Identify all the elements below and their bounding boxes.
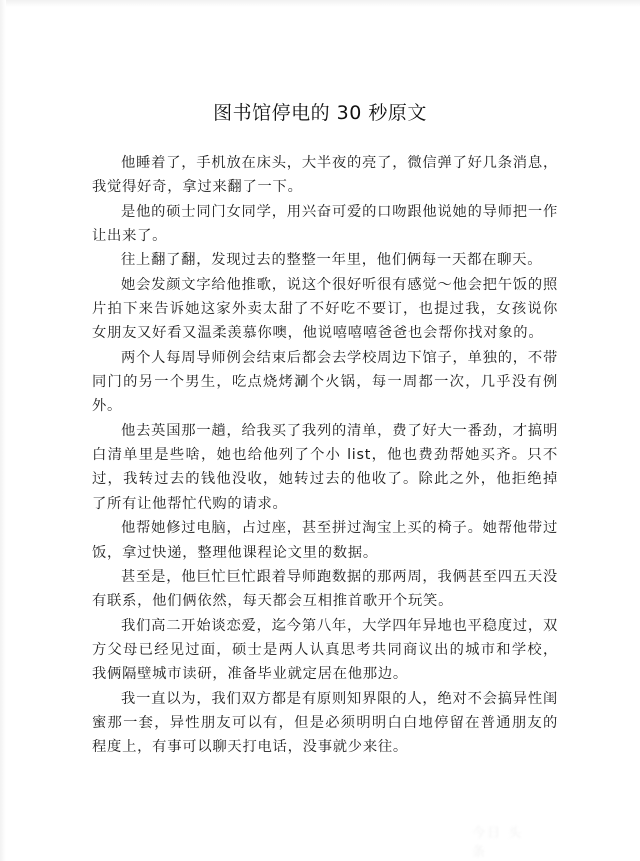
- paragraph-10: 我一直以为，我们双方都是有原则知界限的人，绝对不会搞异性闺蜜那一套，异性朋友可以有，但是必须明明白白地停留在普通朋友的程度上，有事可以聊天打电话，没事就少来往。: [92, 690, 558, 756]
- page-left-edge: [0, 0, 6, 861]
- document-title: 图书馆停电的 30 秒原文: [213, 102, 427, 124]
- page-top-edge: [0, 0, 640, 7]
- paragraph-9: 我们高二开始谈恋爱，迄今第八年，大学四年异地也平稳度过，双方父母已经见过面，硕士是两人认真思考共同商议出的城市和学校，我俩隔壁城市读研，准备毕业就定居在他那边。: [92, 617, 558, 683]
- document-body: [92, 151, 558, 760]
- paragraph-7: 他帮她修过电脑，占过座，甚至拼过淘宝上买的椅子。她帮他带过饭，拿过快递，整理他课程论文里的数据。: [92, 520, 558, 561]
- paragraph-5: 两个人每周导师例会结束后都会去学校周边下馆子，单独的，不带同门的另一个男生，吃点烧烤涮个火锅，每一周都一次，几乎没有例外。: [92, 349, 558, 415]
- paragraph-8: 甚至是，他巨忙巨忙跟着导师跑数据的那两周，我俩甚至四五天没有联系，他们俩依然，每天都会互相推首歌开个玩笑。: [92, 568, 558, 610]
- paragraph-3: 往上翻了翻，发现过去的整整一年里，他们俩每一天都在聊天。: [121, 252, 543, 269]
- paragraph-6: 他去英国那一趟，给我买了我列的清单，费了好大一番劲，才搞明白清单里是些啥，她也给他列了个小 list，他也费劲帮她买齐。只不过，我转过去的钱他没收，她转过去的他收了。除此之外，他拒绝掉了所有让他帮忙代购的请求。: [92, 422, 558, 512]
- watermark: 今日 头条: [472, 826, 524, 860]
- paragraph-2: 是他的硕士同门女同学，用兴奋可爱的口吻跟他说她的导师把一作让出来了。: [92, 203, 558, 245]
- paragraph-1: 他睡着了，手机放在床头，大半夜的亮了，微信弹了好几条消息，我觉得好奇，拿过来翻了一下。: [92, 155, 558, 196]
- paragraph-4: 她会发颜文字给他推歌，说这个很好听很有感觉～他会把午饭的照片拍下来告诉她这家外卖太甜了不好吃不要订，也提过我，女孩说你女朋友又好看又温柔羡慕你噢，他说嘻嘻嘻爸爸也会帮你找对象的。: [92, 276, 558, 342]
